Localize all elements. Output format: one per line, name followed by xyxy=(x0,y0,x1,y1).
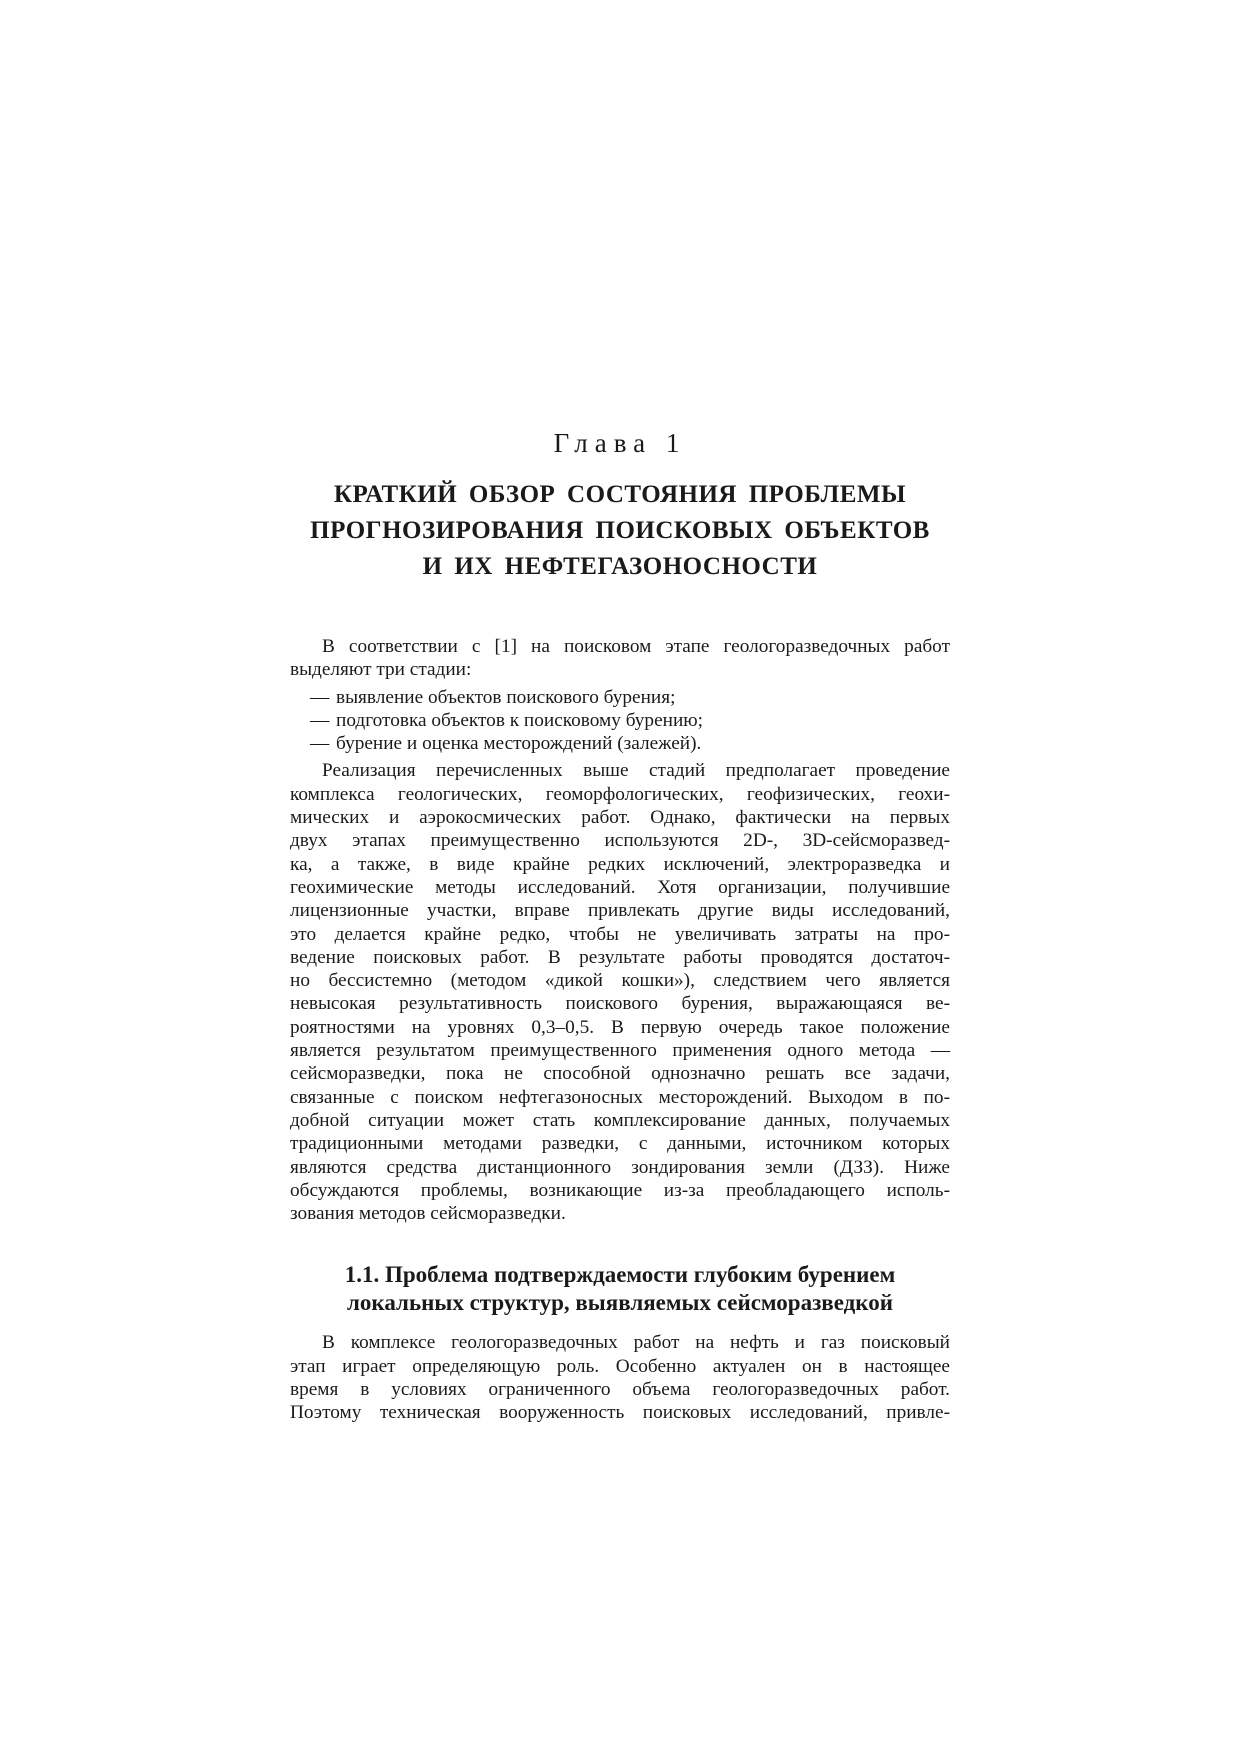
text-line: Реализация перечисленных выше стадий предполагает проведение xyxy=(322,760,950,782)
list-item xyxy=(290,686,950,709)
text-line: ка, а также, в виде крайне редких исключений, электроразведка и xyxy=(290,853,950,875)
text-line: ведение поисковых работ. В результате работы проводятся достаточ- xyxy=(290,946,950,968)
text-line: зования методов сейсморазведки. xyxy=(290,1203,566,1225)
section-title-line: 1.1. Проблема подтверждаемости глубоким бурением xyxy=(344,1262,896,1288)
text-line: В комплексе геологоразведочных работ на нефть и газ поисковый xyxy=(322,1332,950,1354)
body-paragraph xyxy=(290,759,950,1225)
text-line: являются средства дистанционного зондирования земли (ДЗЗ). Ниже xyxy=(290,1156,950,1178)
text-line: геохимические методы исследований. Хотя организации, получившие xyxy=(290,876,950,898)
list-item-text: выявление объектов поискового бурения; xyxy=(336,686,676,708)
text-line: связанные с поиском нефтегазоносных месторождений. Выходом в по- xyxy=(290,1086,950,1108)
text-line: традиционными методами разведки, с данными, источником которых xyxy=(290,1133,950,1155)
chapter-title-line: КРАТКИЙ ОБЗОР СОСТОЯНИЯ ПРОБЛЕМЫ xyxy=(333,481,907,508)
text-line: сейсморазведки, пока не способной однозначно решать все задачи, xyxy=(290,1063,950,1085)
chapter-title-line: И ИХ НЕФТЕГАЗОНОСНОСТИ xyxy=(422,553,818,580)
list-dash: — xyxy=(310,733,330,755)
text-line: обсуждаются проблемы, возникающие из-за преобладающего исполь- xyxy=(290,1179,950,1201)
text-line: лицензионные участки, вправе привлекать другие виды исследований, xyxy=(290,900,950,922)
list-item-text: бурение и оценка месторождений (залежей). xyxy=(336,733,702,755)
text-line: роятностями на уровнях 0,3–0,5. В первую очередь такое положение xyxy=(290,1016,950,1038)
text-line: время в условиях ограниченного объема геологоразведочных работ. xyxy=(290,1379,950,1401)
chapter-title xyxy=(290,477,950,585)
text-line: невысокая результативность поискового бурения, выражающаяся ве- xyxy=(290,993,950,1015)
list-item xyxy=(290,709,950,732)
text-line: двух этапах преимущественно используются 2D-, 3D-сейсморазвед- xyxy=(290,830,950,852)
text-line: добной ситуации может стать комплексирование данных, получаемых xyxy=(290,1109,950,1131)
text-line: комплекса геологических, геоморфологических, геофизических, геохи- xyxy=(290,783,950,805)
chapter-label: Глава 1 xyxy=(553,428,687,458)
text-line: этап играет определяющую роль. Особенно актуален он в настоящее xyxy=(290,1355,950,1377)
stages-list xyxy=(290,686,950,756)
text-line: выделяют три стадии: xyxy=(290,659,472,681)
list-item xyxy=(290,732,950,755)
text-line: но бессистемно (методом «дикой кошки»), следствием чего является xyxy=(290,970,950,992)
text-line: В соответствии с [1] на поисковом этапе геологоразведочных работ xyxy=(322,636,950,657)
intro-paragraph xyxy=(290,635,950,682)
text-line: является результатом преимущественного применения одного метода — xyxy=(290,1040,950,1062)
section-title-line: локальных структур, выявляемых сейсморазведкой xyxy=(347,1290,893,1316)
page-content xyxy=(290,430,950,1425)
list-dash: — xyxy=(310,686,330,708)
text-line: мических и аэрокосмических работ. Однако, фактически на первых xyxy=(290,807,950,829)
text-line: это делается крайне редко, чтобы не увеличивать затраты на про- xyxy=(290,923,950,945)
body-paragraph xyxy=(290,1331,950,1424)
text-line: Поэтому техническая вооруженность поисковых исследований, привле- xyxy=(290,1402,950,1424)
list-item-text: подготовка объектов к поисковому бурению; xyxy=(336,709,704,731)
section-title xyxy=(290,1261,950,1317)
list-dash: — xyxy=(310,709,330,731)
chapter-title-line: ПРОГНОЗИРОВАНИЯ ПОИСКОВЫХ ОБЪЕКТОВ xyxy=(310,517,930,544)
